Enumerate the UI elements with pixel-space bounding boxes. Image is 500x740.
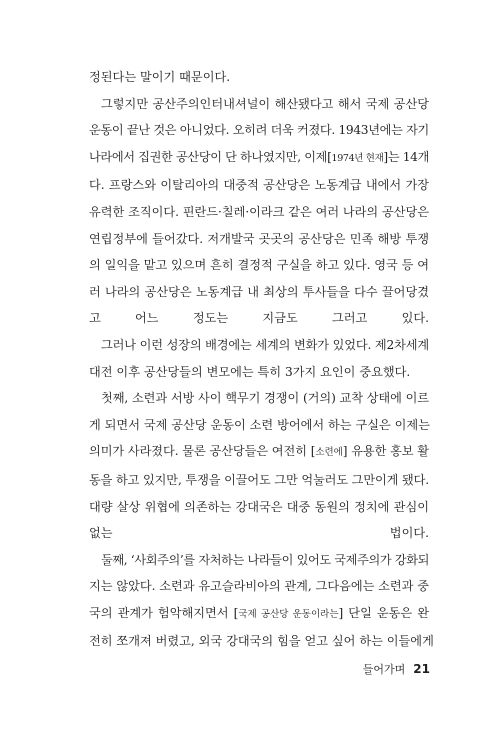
- text-segment: 는 14개: [387, 149, 429, 164]
- text-line: 지는 않았다. 소련과 유고슬라비아의 관계, 그다음에는 소련과 중: [89, 579, 429, 594]
- text-segment: 단일 운동은 완: [343, 605, 429, 620]
- text-line: 국의 관계가 험악해지면서 [국제 공산당 운동이라는] 단일 운동은 완: [89, 605, 429, 620]
- bracketed-note: 소련에: [315, 447, 343, 459]
- section-title: 들어가며: [362, 663, 406, 676]
- text-segment: 나라에서 집권한 공산당이 단 하나였지만, 이제: [89, 149, 328, 164]
- text-line: 동을 하고 있지만, 투쟁을 이끌어도 그만 억눌러도 그만이게 됐다.: [89, 472, 429, 487]
- running-footer: [330, 661, 430, 677]
- page-number: 21: [413, 662, 430, 676]
- text-segment: 국의 관계가 험악해지면서: [89, 605, 234, 620]
- text-line: 첫째, 소련과 서방 사이 핵무기 경쟁이 (거의) 교착 상태에 이르: [101, 391, 429, 406]
- text-line: 의미가 사라졌다. 물론 공산당들은 여전히 [소련에] 유용한 홍보 활: [89, 444, 429, 459]
- text-line: 의 일익을 맡고 있으며 흔히 결정적 구실을 하고 있다. 영국 등 여: [89, 258, 429, 273]
- bracketed-note: 국제 공산당 운동이라는: [238, 608, 339, 620]
- text-line: 유력한 조직이다. 핀란드·칠레·이라크 같은 여러 나라의 공산당은: [89, 204, 429, 219]
- text-line: 나라에서 집권한 공산당이 단 하나였지만, 이제[1974년 현재]는 14개: [89, 149, 429, 164]
- text-line: 전히 쪼개져 버렸고, 외국 강대국의 힘을 얻고 싶어 하는 이들에게: [89, 634, 434, 649]
- text-line: 정된다는 말이기 때문이다.: [89, 70, 231, 84]
- text-line: 운동이 끝난 것은 아니었다. 오히려 더욱 커졌다. 1943년에는 자기: [89, 123, 429, 138]
- bracketed-note: 1974년 현재: [331, 152, 384, 164]
- text-segment: 의미가 사라졌다. 물론 공산당들은 여전히: [89, 444, 311, 459]
- text-line: 러 나라의 공산당은 노동계급 내 최상의 투사들을 다수 끌어당겼: [89, 284, 429, 299]
- text-line: 둘째, ‘사회주의’를 자처하는 나라들이 있어도 국제주의가 강화되: [101, 552, 429, 567]
- text-line: 고 어느 정도는 지금도 그러고 있다.: [89, 311, 429, 326]
- text-line: 연립정부에 들어갔다. 저개발국 곳곳의 공산당은 민족 해방 투쟁: [89, 231, 429, 246]
- text-line: 대량 살상 위협에 의존하는 강대국은 대중 동원의 정치에 관심이: [89, 499, 429, 514]
- text-line: 없는 법이다.: [89, 526, 429, 541]
- text-line: 게 되면서 국제 공산당 운동이 소련 방어에서 하는 구실은 이제는: [89, 417, 430, 432]
- text-line: 대전 이후 공산당들의 변모에는 특히 3가지 요인이 중요했다.: [89, 364, 411, 379]
- text-line: 다. 프랑스와 이탈리아의 대중적 공산당은 노동계급 내에서 가장: [89, 178, 429, 193]
- text-line: 그렇지만 공산주의인터내셔널이 해산됐다고 해서 국제 공산당: [101, 96, 429, 111]
- body-text: [89, 64, 434, 655]
- text-segment: 유용한 홍보 활: [347, 444, 429, 459]
- text-line: 그러나 이런 성장의 배경에는 세계의 변화가 있었다. 제2차세계: [101, 337, 429, 352]
